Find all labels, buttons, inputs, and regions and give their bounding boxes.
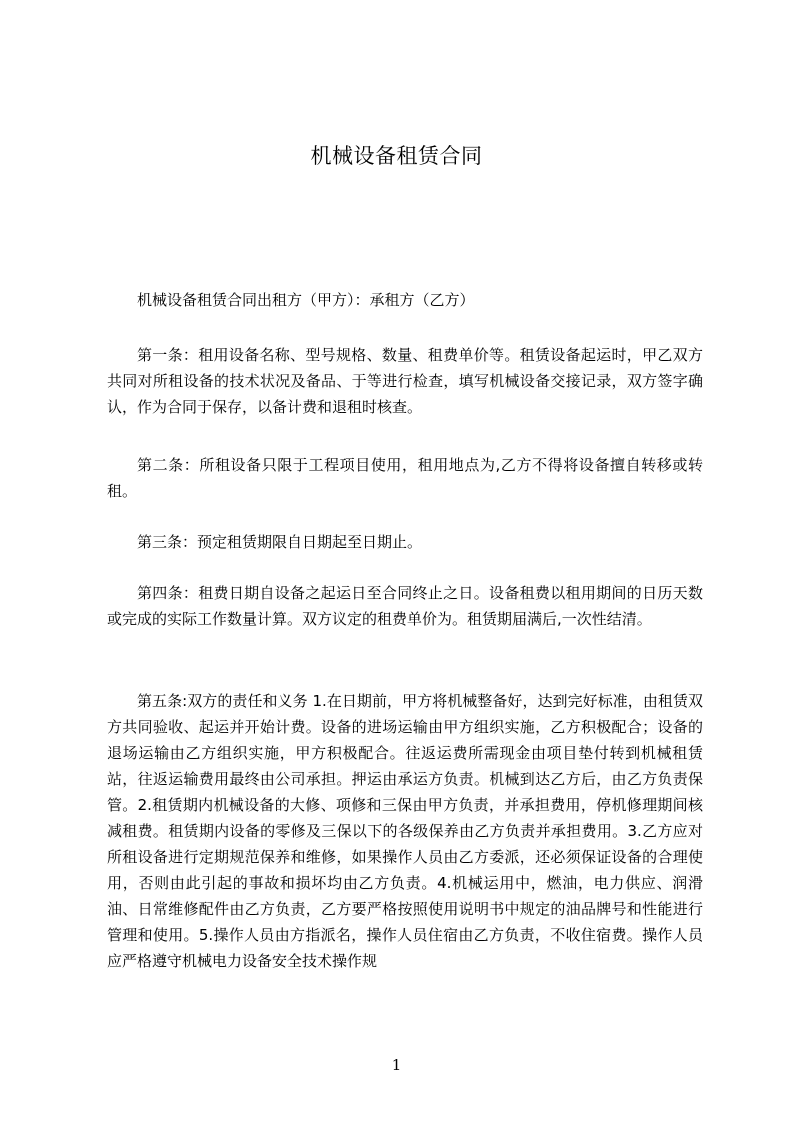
clause-1: 第一条：租用设备名称、型号规格、数量、租费单价等。租赁设备起运时，甲乙双方共同对所租设备的技术状况及备品、于等进行检查，填写机械设备交接记录，双方签字确认，作为合同于保存，以备计费和退租时核查。 [107, 346, 703, 416]
clause-3: 第三条：预定租赁期限自日期起至日期止。 [137, 533, 423, 551]
clause-4: 第四条：租费日期自设备之起运日至合同终止之日。设备租费以租用期间的日历天数或完成的实际工作数量计算。双方议定的租费单价为。租赁期届满后,一次性结清。 [107, 584, 703, 628]
document-title: 机械设备租赁合同 [310, 144, 483, 168]
clause-2: 第二条：所租设备只限于工程项目使用，租用地点为,乙方不得将设备擅自转移或转租。 [107, 456, 703, 500]
contract-parties-line: 机械设备租赁合同出租方（甲方）：承租方（乙方） [137, 291, 475, 309]
clause-5: 第五条:双方的责任和义务 1.在日期前，甲方将机械整备好，达到完好标准，由租赁双方共同验收、起运并开始计费。设备的进场运输由甲方组织实施，乙方积极配合；设备的退场运输由乙方组织实施，甲方积极配合。往返运费所需现金由项目垫付转到机械租赁站，往返运输费用最终由公司承担。押运由承运方负责。机械到达乙方后，由乙方负责保管。2.租赁期内机械设备的大修、项修和三保由甲方负责，并承担费用，停机修理期间核减租费。租赁期内设备的零修及三保以下的各级保养由乙方负责并承担费用。3.乙方应对所租设备进行定期规范保养和维修，如果操作人员由乙方委派，还必须保证设备的合理使用，否则由此引起的事故和损坏均由乙方负责。4.机械运用中，燃油，电力供应、润滑油、日常维修配件由乙方负责，乙方要严格按照使用说明书中规定的油品牌号和性能进行管理和使用。5.操作人员由方指派名，操作人员住宿由乙方负责，不收住宿费。操作人员应严格遵守机械电力设备安全技术操作规 [107, 692, 703, 970]
page-number: 1 [391, 1056, 402, 1074]
